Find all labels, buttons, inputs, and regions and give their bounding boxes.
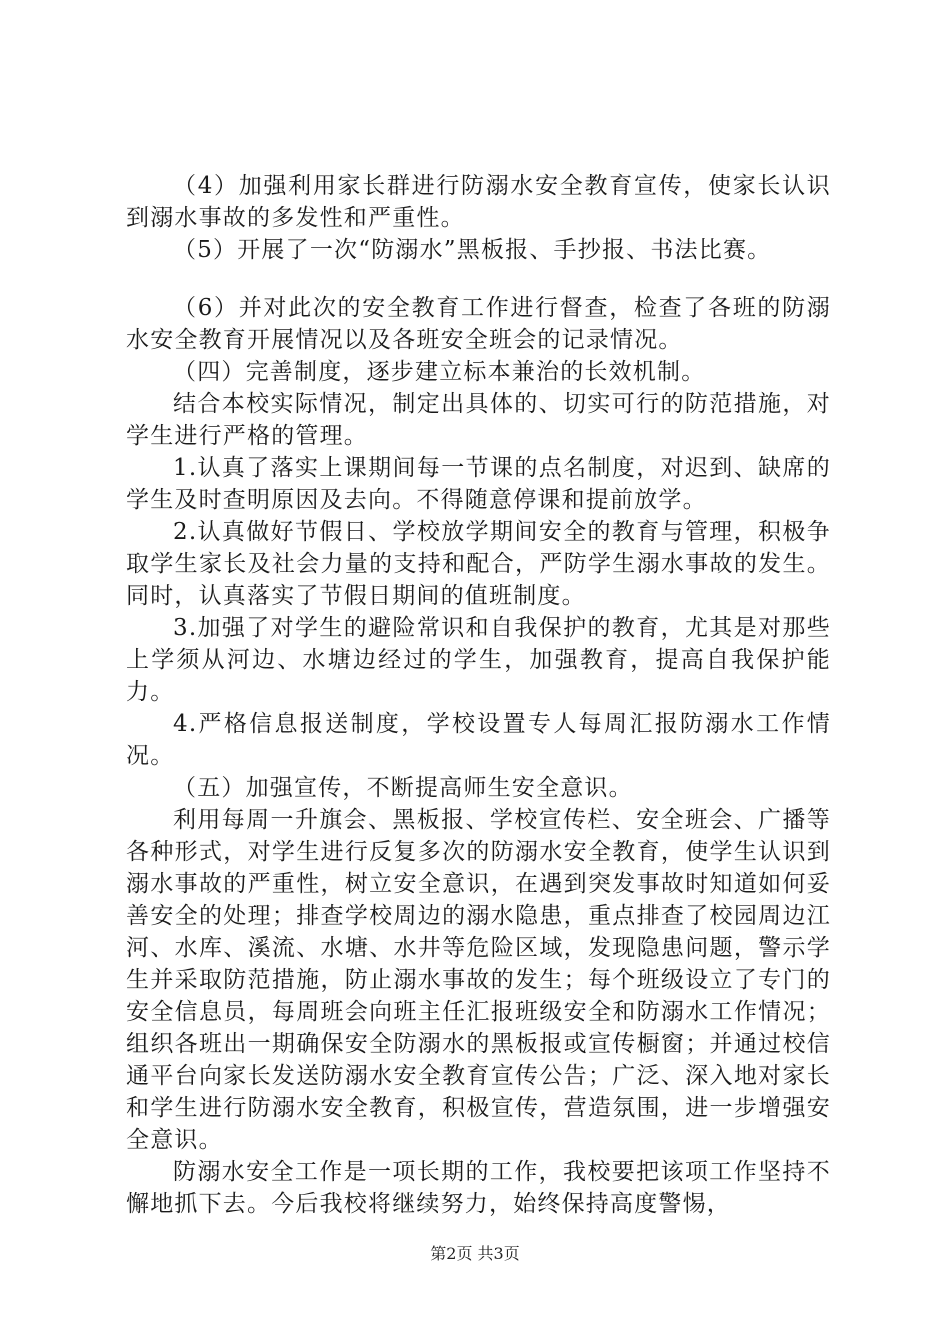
list-item-1-roll-call: 1.认真了落实上课期间每一节课的点名制度，对迟到、缺席的学生及时查明原因及去向。不得随意停课和提前放学。: [126, 455, 831, 513]
list-item-3-self-protection: 3.加强了对学生的避险常识和自我保护的教育，尤其是对那些上学须从河边、水塘边经过的学生，加强教育，提高自我保护能力。: [126, 615, 831, 705]
section-heading-4-system: （四）完善制度，逐步建立标本兼治的长效机制。: [173, 359, 706, 385]
document-body: [126, 170, 831, 1220]
page-number-indicator: 第2页 共3页: [430, 1244, 520, 1263]
paragraph-6-inspection: （6）并对此次的安全教育工作进行督查，检查了各班的防溺水安全教育开展情况以及各班安全班会的记录情况。: [126, 295, 831, 353]
list-item-2-holiday-safety: 2.认真做好节假日、学校放学期间安全的教育与管理，积极争取学生家长及社会力量的支持和配合，严防学生溺水事故的发生。同时，认真落实了节假日期间的值班制度。: [126, 519, 831, 609]
paragraph-publicity-details: 利用每周一升旗会、黑板报、学校宣传栏、安全班会、广播等各种形式，对学生进行反复多次的防溺水安全教育，使学生认识到溺水事故的严重性，树立安全意识，在遇到突发事故时知道如何妥善安全的处理；排查学校周边的溺水隐患，重点排查了校园周边江河、水库、溪流、水塘、水井等危险区域，发现隐患问题，警示学生并采取防范措施，防止溺水事故的发生；每个班级设立了专门的安全信息员，每周班会向班主任汇报班级安全和防溺水工作情况；组织各班出一期确保安全防溺水的黑板报或宣传橱窗；并通过校信通平台向家长发送防溺水安全教育宣传公告；广泛、深入地对家长和学生进行防溺水安全教育，积极宣传，营造氛围，进一步增强安全意识。: [126, 807, 831, 1153]
paragraph-measures-intro: 结合本校实际情况，制定出具体的、切实可行的防范措施，对学生进行严格的管理。: [126, 391, 831, 449]
paragraph-4-parent-outreach: （4）加强利用家长群进行防溺水安全教育宣传，使家长认识到溺水事故的多发性和严重性。: [126, 173, 831, 231]
paragraph-conclusion: 防溺水安全工作是一项长期的工作，我校要把该项工作坚持不懈地抓下去。今后我校将继续努力，始终保持高度警惕，: [126, 1159, 831, 1217]
paragraph-5-contest: （5）开展了一次“防溺水”黑板报、手抄报、书法比赛。: [173, 237, 772, 263]
page-footer: [0, 1244, 950, 1264]
list-item-4-reporting: 4.严格信息报送制度，学校设置专人每周汇报防溺水工作情况。: [126, 711, 831, 769]
section-heading-5-publicity: （五）加强宣传，不断提高师生安全意识。: [173, 775, 633, 801]
